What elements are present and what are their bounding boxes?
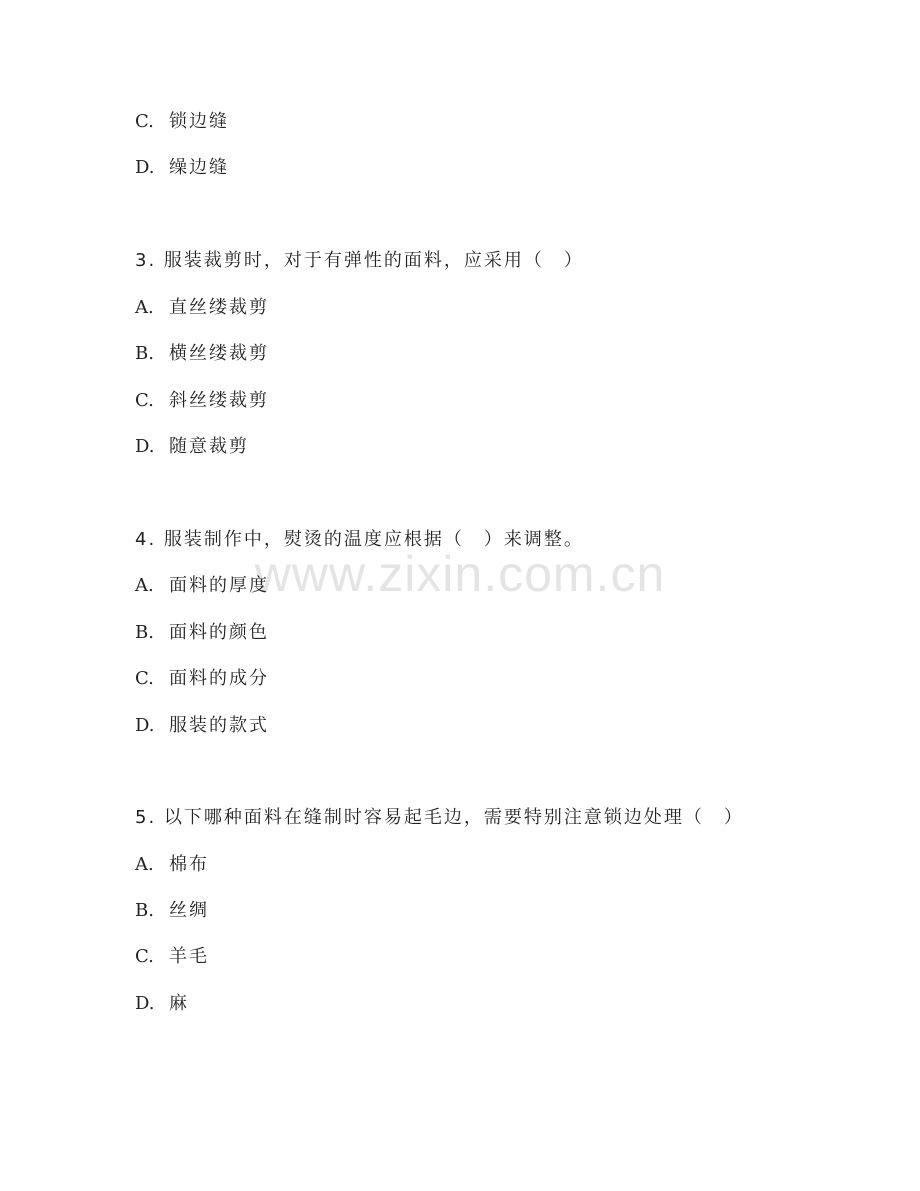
option-text: 面料的厚度 xyxy=(169,575,269,596)
option-text: 棉布 xyxy=(169,854,209,875)
option-label: B. xyxy=(135,343,154,364)
option-label: D. xyxy=(135,157,155,178)
option-text: 面料的成分 xyxy=(169,668,269,689)
q3-stem: 3. 服装裁剪时，对于有弹性的面料，应采用（ ） xyxy=(135,250,584,271)
option-text: 锁边缝 xyxy=(169,111,229,132)
q5-option-d xyxy=(135,992,189,1016)
q4-stem: 4. 服装制作中，熨烫的温度应根据（ ）来调整。 xyxy=(135,529,584,550)
q3-option-d xyxy=(135,435,249,459)
option-label: B. xyxy=(135,900,154,921)
option-label: C. xyxy=(135,390,154,411)
option-text: 面料的颜色 xyxy=(169,622,269,643)
q5-option-c xyxy=(135,945,209,969)
option-text: 丝绸 xyxy=(169,900,209,921)
q4-option-b xyxy=(135,621,269,645)
option-label: D. xyxy=(135,715,155,736)
option-label: A. xyxy=(135,854,154,875)
q4-option-a xyxy=(135,574,269,598)
option-text: 服装的款式 xyxy=(169,715,269,736)
q5-stem: 5. 以下哪种面料在缝制时容易起毛边，需要特别注意锁边处理（ ） xyxy=(135,807,744,828)
watermark: www.zixin.com.cn xyxy=(254,546,666,602)
option-label: C. xyxy=(135,946,154,967)
q5-option-b xyxy=(135,899,209,923)
q5-option-a xyxy=(135,853,209,877)
option-label: C. xyxy=(135,111,154,132)
option-text: 斜丝缕裁剪 xyxy=(169,390,269,411)
option-text: 直丝缕裁剪 xyxy=(169,297,269,318)
option-text: 随意裁剪 xyxy=(169,436,249,457)
q4-option-c xyxy=(135,667,269,691)
option-label: A. xyxy=(135,297,154,318)
option-label: B. xyxy=(135,622,154,643)
option-text: 缲边缝 xyxy=(169,157,229,178)
option-label: A. xyxy=(135,575,154,596)
q3-option-c xyxy=(135,389,269,413)
option-text: 横丝缕裁剪 xyxy=(169,343,269,364)
option-label: C. xyxy=(135,668,154,689)
q3-option-a xyxy=(135,296,269,320)
q4-option-d xyxy=(135,714,269,738)
q2-option-c xyxy=(135,110,229,134)
option-text: 麻 xyxy=(169,993,189,1014)
option-text: 羊毛 xyxy=(169,946,209,967)
q2-option-d xyxy=(135,156,229,180)
q3-option-b xyxy=(135,342,269,366)
option-label: D. xyxy=(135,993,155,1014)
option-label: D. xyxy=(135,436,155,457)
